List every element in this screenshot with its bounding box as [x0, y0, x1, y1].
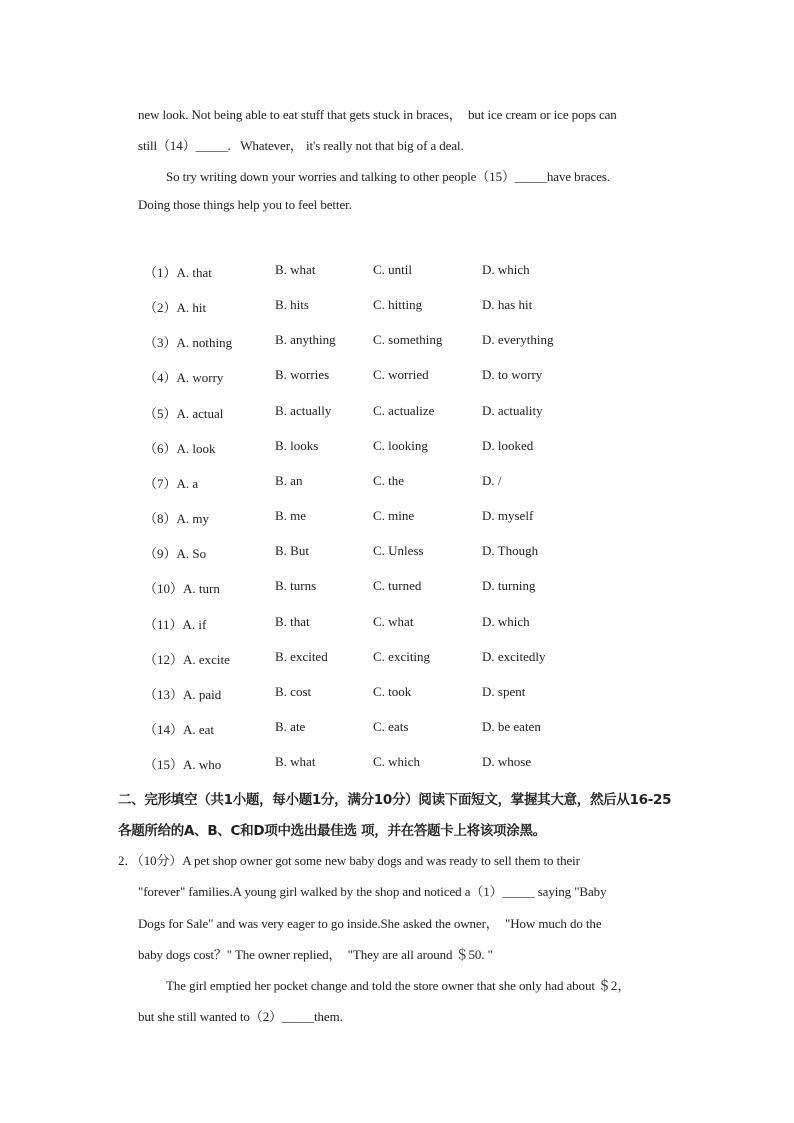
option-a: （4）A. worry [144, 370, 224, 385]
option-d: D. Though [482, 543, 539, 558]
option-d: D. / [482, 473, 502, 488]
option-c: C. worried [373, 367, 429, 382]
option-row [144, 473, 644, 491]
option-a: （6）A. look [144, 441, 216, 456]
passage1-line: So try writing down your worries and talking to other people（15）_____have braces. [166, 169, 610, 184]
option-a: （9）A. So [144, 546, 207, 561]
option-c: C. something [373, 332, 443, 347]
passage1-line: Doing those things help you to feel better. [138, 197, 352, 212]
option-b: B. looks [275, 438, 319, 453]
option-b: B. ate [275, 719, 306, 734]
option-a: （13）A. paid [144, 687, 222, 702]
option-row [144, 262, 644, 280]
option-a: （10）A. turn [144, 581, 220, 596]
option-d: D. to worry [482, 367, 543, 382]
option-b: B. me [275, 508, 307, 523]
option-row [144, 719, 644, 737]
option-d: D. everything [482, 332, 554, 347]
option-b: B. what [275, 262, 316, 277]
option-c: C. looking [373, 438, 428, 453]
option-a: （11）A. if [144, 617, 207, 632]
passage2-line: Dogs for Sale" and was very eager to go inside.She asked the owner， "How much do the [138, 916, 602, 931]
option-b: B. excited [275, 649, 328, 664]
option-d: D. has hit [482, 297, 533, 312]
option-row [144, 684, 644, 702]
option-d: D. myself [482, 508, 534, 523]
option-row [144, 614, 644, 632]
option-b: B. what [275, 754, 316, 769]
option-b: B. anything [275, 332, 336, 347]
option-d: D. actuality [482, 403, 543, 418]
section-title: 二、完形填空（共1小题，每小题1分，满分10分）阅读下面短文，掌握其大意，然后从16-25 [118, 792, 672, 808]
option-b: B. cost [275, 684, 312, 699]
section-title: 各题所给的A、B、C和D项中选出最佳选 项，并在答题卡上将该项涂黑。 [118, 823, 546, 839]
option-c: C. until [373, 262, 413, 277]
passage2-line: The girl emptied her pocket change and told the store owner that she only had about ＄2， [166, 978, 631, 993]
passage1-line: still（14）_____. Whatever， it's really not that big of a deal. [138, 138, 464, 153]
option-row [144, 367, 644, 385]
option-d: D. which [482, 262, 530, 277]
option-c: C. the [373, 473, 405, 488]
option-row [144, 754, 644, 772]
option-b: B. But [275, 543, 309, 558]
option-a: （3）A. nothing [144, 335, 233, 350]
option-c: C. turned [373, 578, 422, 593]
option-d: D. excitedly [482, 649, 546, 664]
option-c: C. actualize [373, 403, 435, 418]
option-a: （15）A. who [144, 757, 222, 772]
option-c: C. which [373, 754, 420, 769]
option-b: B. worries [275, 367, 330, 382]
option-d: D. which [482, 614, 530, 629]
option-d: D. turning [482, 578, 536, 593]
option-row [144, 543, 644, 561]
option-b: B. hits [275, 297, 309, 312]
option-c: C. hitting [373, 297, 423, 312]
option-row [144, 649, 644, 667]
option-a: （5）A. actual [144, 406, 224, 421]
option-b: B. that [275, 614, 310, 629]
option-d: D. whose [482, 754, 532, 769]
option-d: D. be eaten [482, 719, 541, 734]
question-line: 2．（10分）A pet shop owner got some new baby dogs and was ready to sell them to their [118, 853, 580, 868]
passage2-line: "forever" families.A young girl walked by the shop and noticed a（1）_____ saying "Baby [138, 884, 607, 899]
option-row [144, 438, 644, 456]
option-c: C. eats [373, 719, 409, 734]
option-a: （14）A. eat [144, 722, 215, 737]
option-c: C. what [373, 614, 414, 629]
option-a: （1）A. that [144, 265, 212, 280]
option-c: C. mine [373, 508, 415, 523]
option-b: B. an [275, 473, 303, 488]
option-row [144, 297, 644, 315]
option-d: D. looked [482, 438, 534, 453]
option-a: （12）A. excite [144, 652, 230, 667]
passage1-line: new look. Not being able to eat stuff that gets stuck in braces， but ice cream or ice pops can [138, 107, 617, 122]
option-d: D. spent [482, 684, 526, 699]
option-a: （8）A. my [144, 511, 210, 526]
option-row [144, 578, 644, 596]
option-c: C. exciting [373, 649, 431, 664]
option-row [144, 508, 644, 526]
passage2-line: but she still wanted to（2）_____them. [138, 1009, 343, 1024]
option-a: （2）A. hit [144, 300, 207, 315]
option-row [144, 332, 644, 350]
option-b: B. turns [275, 578, 317, 593]
option-c: C. took [373, 684, 412, 699]
option-a: （7）A. a [144, 476, 199, 491]
passage2-line: baby dogs cost？" The owner replied， "They are all around ＄50. " [138, 947, 493, 962]
option-row [144, 403, 644, 421]
option-c: C. Unless [373, 543, 424, 558]
option-b: B. actually [275, 403, 332, 418]
